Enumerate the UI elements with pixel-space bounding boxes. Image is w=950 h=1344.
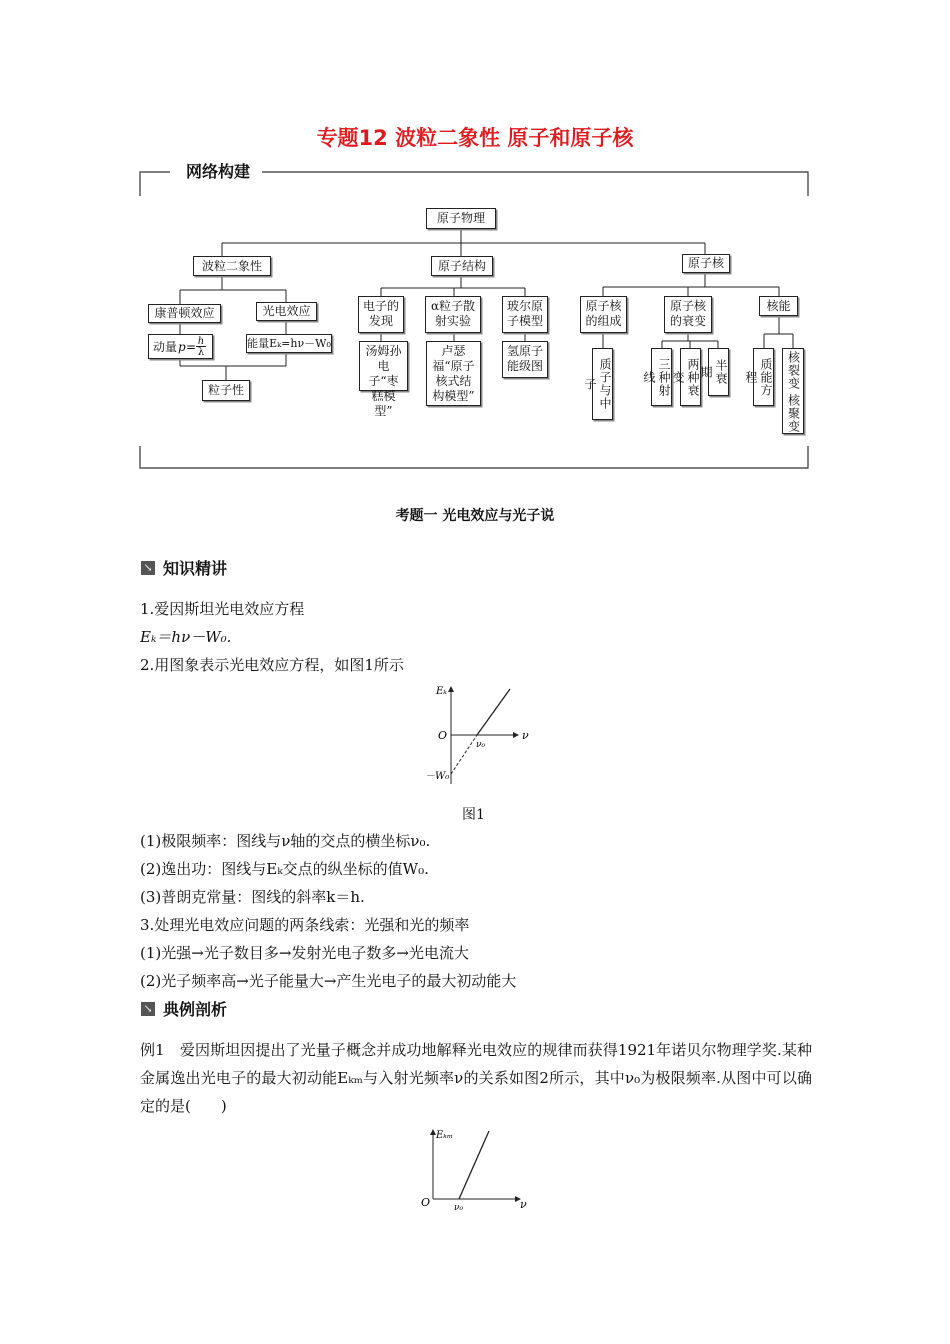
node-alpha: α粒子散射实验 — [425, 296, 481, 333]
knowledge-line-2: Eₖ＝hν－W₀. — [140, 628, 232, 646]
knowledge-line-8: (1)光强→光子数目多→发射光电子数多→光电流大 — [140, 944, 469, 962]
arrow-icon: ↘ — [141, 1002, 155, 1016]
node-bohr: 玻尔原子模型 — [502, 296, 548, 333]
node-wave-particle: 波粒二象性 — [193, 256, 271, 276]
page-title: 专题12 波粒二象性 原子和原子核 — [316, 126, 634, 150]
node-three-rays: 三种射线 — [651, 348, 672, 406]
knowledge-line-4: (1)极限频率：图线与ν轴的交点的横坐标ν₀. — [140, 832, 431, 850]
fig1-neg: －W₀ — [425, 771, 450, 782]
knowledge-line-3: 2.用图象表示光电效应方程，如图1所示 — [140, 656, 404, 674]
node-electron-discovery: 电子的发现 — [358, 296, 404, 333]
node-nucleus-decay: 原子核的衰变 — [664, 296, 712, 333]
figure-2-graph — [416, 1126, 536, 1214]
fig2-origin: O — [421, 1196, 431, 1209]
fission-label: 核裂变 — [786, 351, 801, 390]
fig1-xlabel: ν — [522, 729, 529, 742]
node-nuclear-energy: 核能 — [759, 296, 798, 316]
example-1-text: 例1 爱因斯坦因提出了光量子概念并成功地解释光电效应的规律而获得1921年诺贝尔物理学奖.某种金属逸出光电子的最大初动能Eₖₘ与入射光频率ν的关系如图2所示，其中ν₀为极限频率.从图中可以确定的是( ) — [140, 1041, 812, 1115]
node-fission-fusion — [782, 348, 804, 434]
knowledge-line-7: 3.处理光电效应问题的两条线索：光强和光的频率 — [140, 916, 470, 934]
fig1-origin: O — [438, 729, 448, 742]
network-frame — [0, 0, 950, 480]
fig1-line — [477, 689, 510, 735]
node-compton: 康普顿效应 — [148, 304, 221, 323]
fig1-dashed-line — [451, 735, 477, 774]
knowledge-header: 知识精讲 — [163, 559, 228, 578]
knowledge-line-5: (2)逸出功：图线与Eₖ交点的纵坐标的值W₀. — [140, 860, 429, 878]
node-proton-neutron: 质子与中子 — [592, 348, 613, 420]
node-two-decays: 两种衰变 — [680, 348, 701, 406]
figure-1-graph — [418, 682, 538, 792]
fig2-ylabel: Eₖₘ — [436, 1130, 454, 1141]
node-particle: 粒子性 — [202, 380, 250, 401]
node-energy: 能量Eₖ=hν－W₀ — [246, 334, 332, 353]
node-photoelectric: 光电效应 — [256, 302, 317, 321]
knowledge-line-6: (3)普朗克常量：图线的斜率k＝h. — [140, 888, 365, 906]
network-label: 网络构建 — [180, 159, 256, 182]
knowledge-line-1: 1.爱因斯坦光电效应方程 — [140, 600, 305, 618]
section-title: 考题一 光电效应与光子说 — [395, 508, 555, 524]
node-nucleus-composition: 原子核的组成 — [580, 296, 627, 333]
fig1-x0: ν₀ — [476, 740, 486, 750]
momentum-prefix: 动量 — [153, 340, 178, 354]
node-hydrogen: 氢原子能级图 — [502, 341, 548, 378]
node-nucleus: 原子核 — [682, 254, 730, 273]
fusion-label: 核聚变 — [786, 394, 801, 433]
node-thomson: 汤姆孙电子“枣糕模型” — [359, 341, 408, 391]
momentum-var: p — [178, 340, 186, 354]
node-mass-energy: 质能方程 — [753, 348, 774, 406]
node-momentum: 动量 p = h λ — [148, 334, 213, 359]
figure-1-caption: 图1 — [462, 807, 485, 823]
fig2-line — [459, 1131, 489, 1199]
momentum-den: λ — [197, 347, 205, 358]
fig1-ylabel: Eₖ — [436, 686, 447, 697]
example-header: 典例剖析 — [163, 1000, 228, 1019]
momentum-num: h — [197, 336, 205, 347]
fig2-xlabel: ν — [520, 1198, 527, 1211]
node-rutherford: 卢瑟福“原子核式结构模型” — [426, 341, 481, 406]
node-half-life: 半衰期 — [708, 348, 729, 396]
arrow-icon: ↘ — [141, 561, 155, 575]
fig2-x0: ν₀ — [454, 1203, 464, 1213]
node-atom-structure: 原子结构 — [431, 256, 493, 276]
knowledge-line-9: (2)光子频率高→光子能量大→产生光电子的最大初动能大 — [140, 972, 517, 990]
node-atomic-physics: 原子物理 — [426, 208, 496, 229]
